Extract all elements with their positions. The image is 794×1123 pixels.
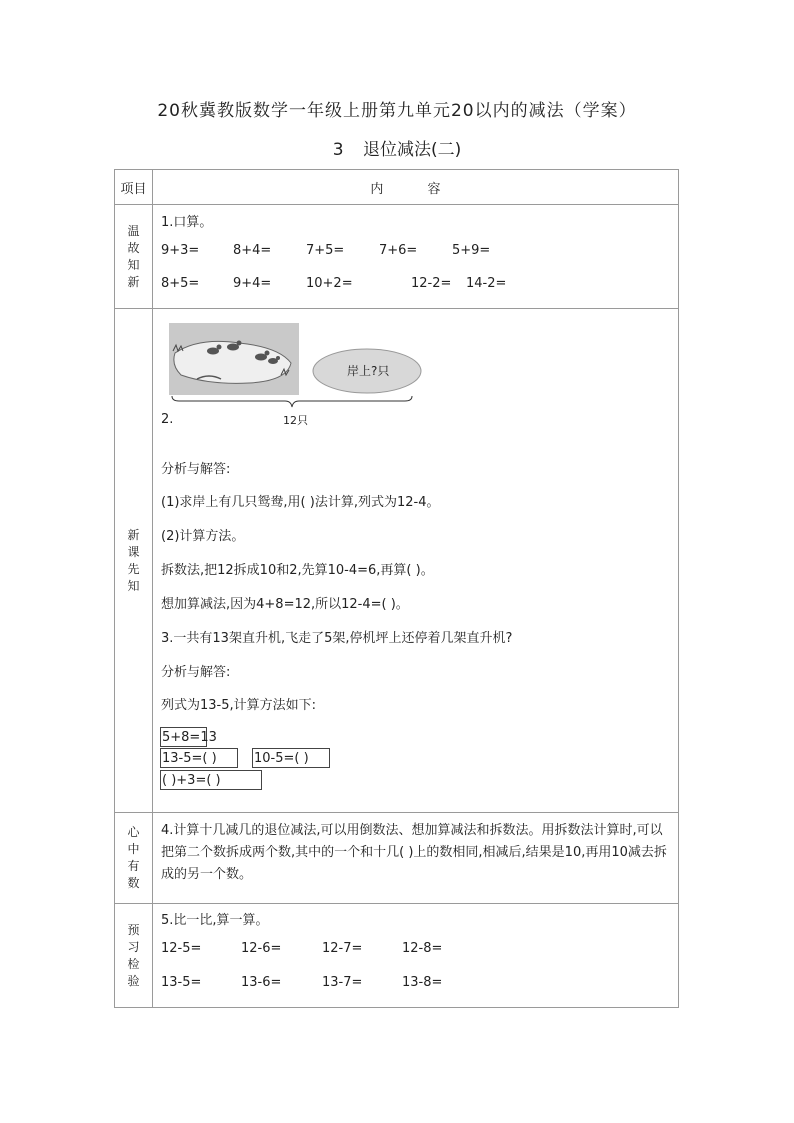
document-title: 20秋冀教版数学一年级上册第九单元20以内的减法（学案） [157, 101, 637, 121]
lesson-number: 3 [332, 140, 344, 160]
section-label-review: 温故知新 [127, 223, 140, 289]
question-5-title: 5.比一比,算一算。 [161, 913, 269, 928]
worksheet-table [114, 169, 679, 1008]
question-1-title: 1.口算。 [161, 215, 213, 230]
calc-item: 8+4= [233, 243, 272, 258]
calc-item: 7+5= [306, 243, 345, 258]
method-box-step: 10-5=( ) [252, 748, 330, 768]
summary-paragraph: 4.计算十几减几的退位减法,可以用倒数法、想加算减法和拆数法。用拆数法计算时,可以把第二个数拆成两个数,其中的一个和十几( )上的数相同,相减后,结果是10,再用10减去拆成的另一个数。 [161, 823, 667, 882]
calc-item: 12-7= [322, 941, 363, 956]
calc-item: 13-5= [161, 975, 202, 990]
calc-item: 12-8= [402, 941, 443, 956]
section-summary [115, 813, 679, 904]
brace-label: 12只 [283, 414, 308, 427]
header-content: 内 容 [153, 170, 679, 205]
pond-ducks-illustration [169, 323, 299, 395]
calc-item: 10+2= [306, 276, 353, 291]
method-box-answer: 13-5=( ) [160, 748, 238, 768]
calc-item: 8+5= [161, 276, 200, 291]
calc-item: 5+9= [452, 243, 491, 258]
calc-item: 13-6= [241, 975, 282, 990]
analysis-heading-2: 分析与解答: [161, 665, 231, 680]
lesson-name: 退位减法(二) [362, 140, 462, 160]
question-2-title: 2. [161, 412, 174, 427]
split-method-text: 拆数法,把12拆成10和2,先算10-4=6,再算( )。 [161, 563, 434, 578]
method-box-sum: ( )+3=( ) [160, 770, 262, 790]
calc-item: 14-2= [466, 276, 507, 291]
calc-item: 12-2= [411, 276, 452, 291]
section-review [115, 205, 679, 309]
calc-item: 12-5= [161, 941, 202, 956]
calc-item: 12-6= [241, 941, 282, 956]
add-to-subtract-text: 想加算减法,因为4+8=12,所以12-4=( )。 [161, 597, 409, 612]
calc-item: 9+3= [161, 243, 200, 258]
section-label-preview-check: 预习检验 [127, 922, 140, 988]
calc-item: 13-8= [402, 975, 443, 990]
section-preview-check [115, 904, 679, 1008]
table-header-row [115, 170, 679, 205]
lesson-subtitle [0, 135, 794, 160]
header-item: 项目 [115, 170, 153, 205]
section-label-summary: 心中有数 [127, 825, 140, 890]
method-box-equation: 5+8=13 [160, 727, 207, 747]
formula-intro-text: 列式为13-5,计算方法如下: [161, 698, 317, 713]
section-new-lesson [115, 309, 679, 813]
shore-bubble-label: 岸上?只 [347, 364, 390, 378]
calc-item: 7+6= [379, 243, 418, 258]
part-1-text: (1)求岸上有几只鸳鸯,用( )法计算,列式为12-4。 [161, 495, 440, 510]
brace-icon [171, 395, 413, 409]
question-3-text: 3.一共有13架直升机,飞走了5架,停机坪上还停着几架直升机? [161, 631, 513, 646]
part-2-text: (2)计算方法。 [161, 529, 245, 544]
analysis-heading: 分析与解答: [161, 462, 231, 477]
calc-item: 9+4= [233, 276, 272, 291]
calc-item: 13-7= [322, 975, 363, 990]
section-label-new-lesson: 新课先知 [127, 527, 140, 593]
